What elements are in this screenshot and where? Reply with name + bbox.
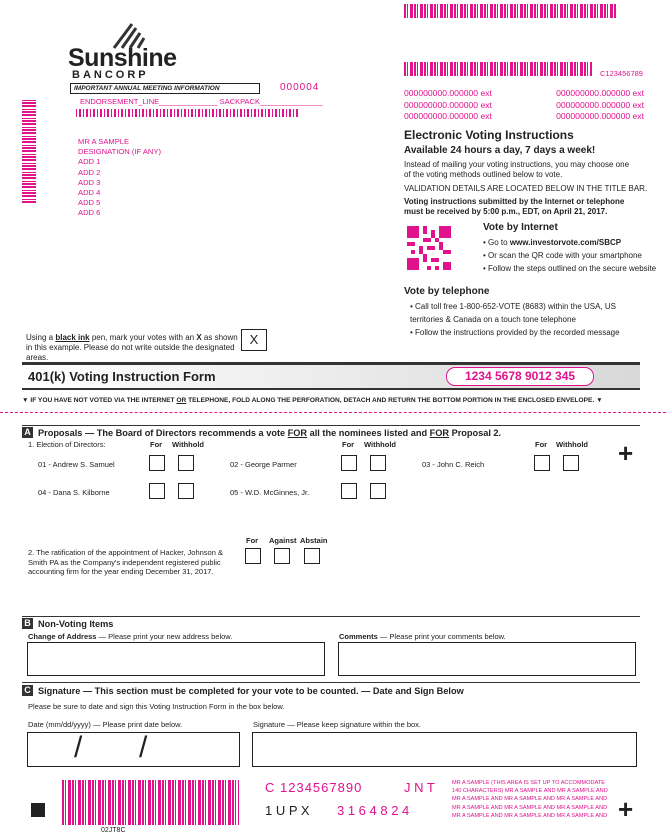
- section-c-rule: [22, 682, 640, 683]
- internet-step: Or scan the QR code with your smartphone: [488, 251, 642, 260]
- mark-instructions: Using a black ink pen, mark your votes with an X as shown in this example. Please do not write outside the designated areas.: [26, 333, 238, 362]
- col-for: For: [342, 440, 355, 449]
- date-box[interactable]: [27, 732, 240, 767]
- footer-c-number: C 1234567890: [265, 780, 363, 795]
- side-barcode: [22, 98, 36, 203]
- nominee-label: 04 - Dana S. Kilborne: [38, 488, 110, 497]
- footer-upx: 1 U P X: [265, 803, 310, 818]
- corner-square: [31, 803, 45, 817]
- example-x-box: X: [241, 329, 267, 351]
- brand-name: Sunshine: [68, 44, 177, 72]
- address-line: ADD 4: [78, 188, 101, 198]
- account-list: [404, 88, 644, 123]
- endorsement-line: ENDORSEMENT_LINE______________ SACKPACK_______________: [80, 97, 323, 106]
- evi-intro: Instead of mailing your voting instructions, you may choose one of the voting methods outlined below to vote.: [404, 160, 630, 179]
- nominee-label: 01 - Andrew S. Samuel: [38, 460, 115, 469]
- bottom-barcode: [62, 780, 239, 825]
- comments-box[interactable]: [338, 642, 636, 676]
- internet-step: Follow the steps outlined on the secure website: [488, 264, 657, 273]
- footer-jnt: J N T: [404, 780, 435, 795]
- evi-validation: VALIDATION DETAILS ARE LOCATED BELOW IN THE TITLE BAR.: [404, 184, 648, 193]
- address-line: ADD 6: [78, 208, 101, 218]
- footer-plus: +: [618, 794, 634, 824]
- account-number: 000000000.000000 ext: [404, 111, 492, 121]
- proposal-2-text: 2. The ratification of the appointment of Hacker, Johnson & Smith PA as the Company's independent registered public accounting firm for the year ending December 31, 2017.: [28, 548, 223, 576]
- internet-title: Vote by Internet: [483, 222, 558, 233]
- col-for: For: [150, 440, 163, 449]
- validation-code: 1234 5678 9012 345: [446, 367, 594, 386]
- section-letter: B: [22, 618, 33, 629]
- comments-label: Comments — Please print your comments below.: [339, 632, 506, 641]
- col-against: Against: [269, 536, 297, 545]
- section-a-header: [22, 425, 640, 426]
- fold-notice: ▼ IF YOU HAVE NOT VOTED VIA THE INTERNET OR TELEPHONE, FOLD ALONG THE PERFORATION, DETACH AND RETURN THE BOTTOM PORTION IN THE ENCLOSED ENVELOPE. ▼: [22, 397, 603, 404]
- nominee-label: 02 - George Parmer: [230, 460, 297, 469]
- nominee-04-for-checkbox[interactable]: [149, 483, 165, 499]
- signature-label: Signature — Please keep signature within the box.: [253, 720, 422, 729]
- signature-box[interactable]: [252, 732, 637, 767]
- col-for: For: [535, 440, 548, 449]
- account-number: 000000000.000000 ext: [404, 99, 492, 110]
- nominee-04-withhold-checkbox[interactable]: [178, 483, 194, 499]
- election-label: 1. Election of Directors:: [28, 440, 106, 449]
- nominee-01-for-checkbox[interactable]: [149, 455, 165, 471]
- evi-deadline: Voting instructions submitted by the Internet or telephone must be received by 5:00 p.m., EDT, on April 21, 2017.: [404, 197, 625, 216]
- phone-steps: • Call toll free 1-800-652-VOTE (8683) within the USA, US territories & Canada on a touch tone telephone • Follow the instructions provided by the recorded message: [410, 302, 620, 337]
- evi-title: Electronic Voting Instructions: [404, 128, 574, 142]
- brand-sub: BANCORP: [72, 69, 149, 81]
- account-number: 000000000.000000 ext: [556, 99, 644, 110]
- address-line: ADD 3: [78, 177, 101, 187]
- internet-go: Go to: [488, 238, 510, 247]
- address-line: MR A SAMPLE: [78, 137, 130, 146]
- account-number: 000000000.000000 ext: [556, 111, 644, 121]
- phone-title: Vote by telephone: [404, 286, 490, 297]
- footer-code: 02JT8C: [101, 827, 126, 834]
- date-label: Date (mm/dd/yyyy) — Please print date below.: [28, 720, 183, 729]
- change-address-box[interactable]: [27, 642, 325, 676]
- account-number: 000000000.000000 ext: [556, 88, 644, 98]
- evi-subtitle: Available 24 hours a day, 7 days a week!: [404, 145, 596, 156]
- perforation-line: [0, 412, 666, 413]
- postal-barcode: [76, 109, 298, 117]
- address-line: ADD 1: [78, 157, 101, 167]
- nominee-03-withhold-checkbox[interactable]: [563, 455, 579, 471]
- control-id: C123456789: [600, 69, 643, 78]
- section-a-title: A Proposals — The Board of Directors recommends a vote FOR all the nominees listed and FOR Proposal 2.: [22, 427, 501, 438]
- address-line: DESIGNATION (IF ANY): [78, 147, 161, 157]
- section-letter: A: [22, 427, 33, 438]
- qr-code-icon: [407, 226, 451, 270]
- proposal-2-for-checkbox[interactable]: [245, 548, 261, 564]
- proposal-2-abstain-checkbox[interactable]: [304, 548, 320, 564]
- date-slash: /: [74, 731, 83, 764]
- nominee-02-for-checkbox[interactable]: [341, 455, 357, 471]
- form-title: 401(k) Voting Instruction Form: [28, 369, 216, 384]
- section-letter: C: [22, 685, 33, 696]
- col-abstain: Abstain: [300, 536, 328, 545]
- col-withhold: Withhold: [556, 440, 589, 449]
- registration-plus: +: [618, 438, 634, 468]
- address-line: ADD 2: [78, 167, 101, 177]
- change-address-label: Change of Address — Please print your new address below.: [28, 632, 233, 641]
- sequence-number: 000004: [280, 82, 320, 93]
- proposal-2-against-checkbox[interactable]: [274, 548, 290, 564]
- section-c-title: C Signature — This section must be completed for your vote to be counted. — Date and Sign Below: [22, 685, 464, 696]
- footer-sample-text: MR A SAMPLE (THIS AREA IS SET UP TO ACCOMMODATE 140 CHARACTERS) MR A SAMPLE AND MR A SAMPLE AND MR A SAMPLE AND MR A SAMPLE AND MR A SAMPLE AND MR A SAMPLE AND MR A SAMPLE AND MR A SAMPLE AND MR A SAMPLE AND MR A SAMPLE AND MR A SAMPLE AND: [452, 780, 608, 819]
- phone-step: Call toll free 1-800-652-VOTE (8683) within the USA, US territories & Canada on a touch tone telephone: [410, 302, 617, 324]
- account-barcode: [404, 62, 592, 76]
- address-line: ADD 5: [78, 198, 101, 208]
- nominee-label: 05 - W.D. McGinnes, Jr.: [230, 488, 310, 497]
- nominee-05-for-checkbox[interactable]: [341, 483, 357, 499]
- nominee-label: 03 - John C. Reich: [422, 460, 485, 469]
- internet-url[interactable]: www.investorvote.com/SBCP: [509, 238, 622, 247]
- col-for: For: [246, 536, 259, 545]
- internet-steps: • Go to www.investorvote.com/SBCP • Or scan the QR code with your smartphone • Follow the steps outlined on the secure website: [483, 238, 657, 273]
- nominee-01-withhold-checkbox[interactable]: [178, 455, 194, 471]
- footer-number: 3 1 6 4 8 2 4: [337, 803, 410, 818]
- nominee-05-withhold-checkbox[interactable]: [370, 483, 386, 499]
- col-withhold: Withhold: [172, 440, 205, 449]
- meeting-info: IMPORTANT ANNUAL MEETING INFORMATION: [70, 83, 260, 94]
- top-barcode: [404, 4, 616, 18]
- sign-instructions: Please be sure to date and sign this Voting Instruction Form in the box below.: [28, 702, 285, 711]
- nominee-03-for-checkbox[interactable]: [534, 455, 550, 471]
- date-slash: /: [139, 731, 148, 764]
- nominee-02-withhold-checkbox[interactable]: [370, 455, 386, 471]
- account-number: 000000000.000000 ext: [404, 88, 492, 98]
- phone-step: Follow the instructions provided by the recorded message: [415, 328, 620, 337]
- col-withhold: Withhold: [364, 440, 397, 449]
- mailing-address: [78, 137, 161, 219]
- section-b-rule: [22, 616, 640, 617]
- section-b-title: B Non-Voting Items: [22, 618, 113, 629]
